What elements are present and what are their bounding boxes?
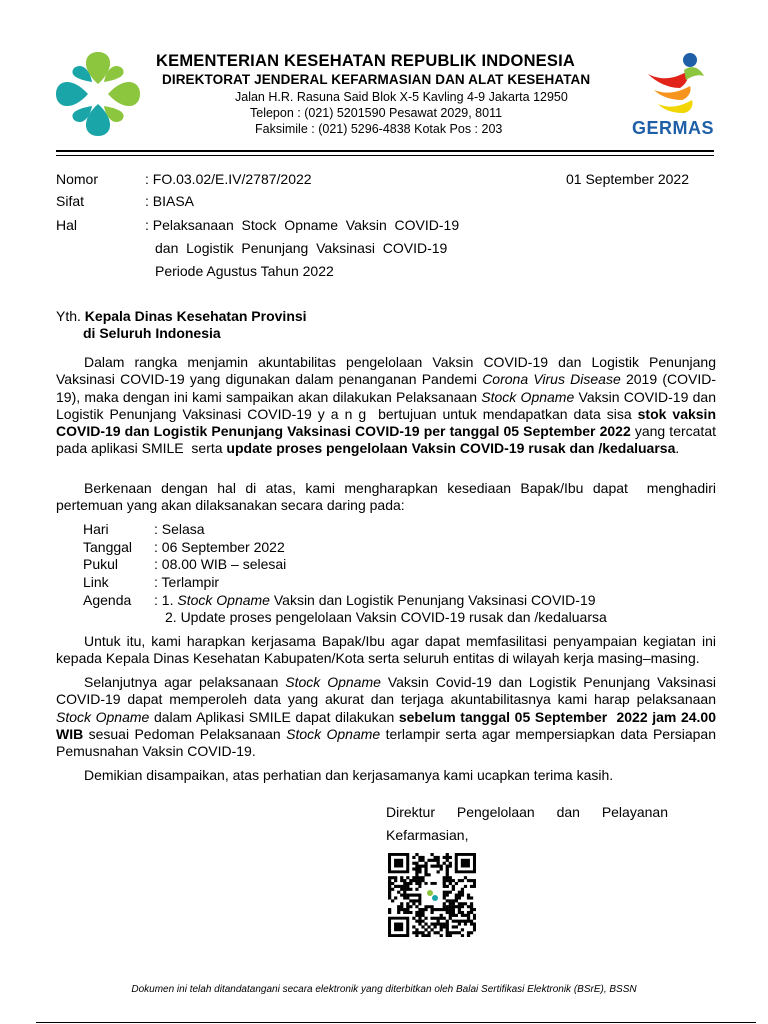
recipient-line1 — [56, 308, 307, 324]
directorate-title: DIREKTORAT JENDERAL KEFARMASIAN DAN ALAT KESEHATAN — [162, 72, 591, 87]
tanggal-value: : 06 September 2022 — [154, 539, 285, 555]
paragraph-3: Untuk itu, kami harapkan kerjasama Bapak/Ibu agar dapat memfasilitasi penyampaian kegiatan ini kepada Kepala Dinas Kesehatan Kabupaten/Kota serta seluruh entitas di wilayah kerja masing–masing. — [56, 633, 716, 667]
yth-prefix: Yth. — [56, 308, 81, 324]
footer-rule — [36, 1022, 756, 1023]
paragraph-1: Dalam rangka menjamin akuntabilitas pengelolaan Vaksin COVID-19 dan Logistik Penunjang Vaksinasi COVID-19 yang digunakan dalam penanganan Pandemi Corona Virus Disease 2019 (COVID-19), maka dengan ini kami sampaikan akan dilakukan Pelaksanaan Stock Opname Vaksin COVID-19 dan Logistik Penunjang Vaksinasi COVID-19 y a n g bertujuan untuk mendapatkan data sisa stok vaksin COVID-19 dan Logistik Penunjang Vaksinasi COVID-19 per tanggal 05 September 2022 yang tercatat pada aplikasi SMILE serta update proses pengelolaan Vaksin COVID-19 rusak dan /kedaluarsa. — [56, 354, 720, 457]
recipient-title: Kepala Dinas Kesehatan Provinsi — [84, 308, 307, 324]
germas-label: GERMAS — [632, 118, 715, 138]
signature-title-line2: Kefarmasian, — [386, 827, 469, 843]
tanggal-label: Tanggal — [83, 539, 133, 555]
nomor-value: : FO.03.02/E.IV/2787/2022 — [145, 171, 312, 187]
phone: Telepon : (021) 5201590 Pesawat 2029, 8011 — [250, 106, 503, 120]
paragraph-4: Selanjutnya agar pelaksanaan Stock Opname Vaksin Covid-19 dan Logistik Penunjang Vaksinasi COVID-19 dapat memperoleh data yang akurat dan terjaga akuntabilitasnya kami harap pelaksanaan Stock Opname dalam Aplikasi SMILE dapat dilakukan sebelum tanggal 05 September 2022 jam 24.00 WIB sesuai Pedoman Pelaksanaan Stock Opname terlampir serta agar mempersiapkan data Persiapan Pemusnahan Vaksin COVID-19. — [56, 674, 720, 760]
letter-date: 01 September 2022 — [566, 171, 689, 187]
germas-logo — [640, 50, 712, 116]
hari-label: Hari — [83, 521, 109, 537]
header-rule-thick — [56, 150, 714, 152]
hari-value: : Selasa — [154, 521, 205, 537]
pukul-label: Pukul — [83, 556, 119, 572]
qr-code-signature — [388, 853, 476, 937]
pukul-value: : 08.00 WIB – selesai — [154, 556, 287, 572]
hal-line2: dan Logistik Penunjang Vaksinasi COVID-19 — [155, 240, 448, 256]
recipient-line2: di Seluruh Indonesia — [83, 325, 221, 341]
hal-label: Hal — [56, 217, 78, 233]
paragraph-5: Demikian disampaikan, atas perhatian dan kerjasamanya kami ucapkan terima kasih. — [84, 767, 614, 783]
kemenkes-logo — [52, 48, 144, 140]
nomor-label: Nomor — [56, 171, 99, 187]
link-label: Link — [83, 574, 109, 590]
hal-line1: : Pelaksanaan Stock Opname Vaksin COVID-19 — [145, 217, 460, 233]
header-rule-thin — [56, 155, 714, 156]
agenda-item-2: 2. Update proses pengelolaan Vaksin COVID-19 rusak dan /kedaluarsa — [165, 609, 607, 625]
fax: Faksimile : (021) 5296-4838 Kotak Pos : 203 — [255, 122, 503, 136]
footer-note: Dokumen ini telah ditandatangani secara elektronik yang diterbitkan oleh Balai Sertifikasi Elektronik (BSrE), BSSN — [131, 984, 637, 995]
link-value: : Terlampir — [154, 574, 220, 590]
ministry-title: KEMENTERIAN KESEHATAN REPUBLIK INDONESIA — [156, 52, 575, 70]
address: Jalan H.R. Rasuna Said Blok X-5 Kavling 4-9 Jakarta 12950 — [235, 90, 568, 104]
sifat-label: Sifat — [56, 193, 85, 209]
hal-line3: Periode Agustus Tahun 2022 — [155, 263, 334, 279]
agenda-item-1: : 1. Stock Opname Vaksin dan Logistik Penunjang Vaksinasi COVID-19 — [154, 592, 596, 608]
agenda-label: Agenda — [83, 592, 132, 608]
signature-title-line1: Direktur Pengelolaan dan Pelayanan — [386, 804, 668, 820]
paragraph-2: Berkenaan dengan hal di atas, kami mengharapkan kesediaan Bapak/Ibu dapat menghadiri pertemuan yang akan dilaksanakan secara daring pada: — [56, 480, 720, 514]
sifat-value: : BIASA — [145, 193, 195, 209]
